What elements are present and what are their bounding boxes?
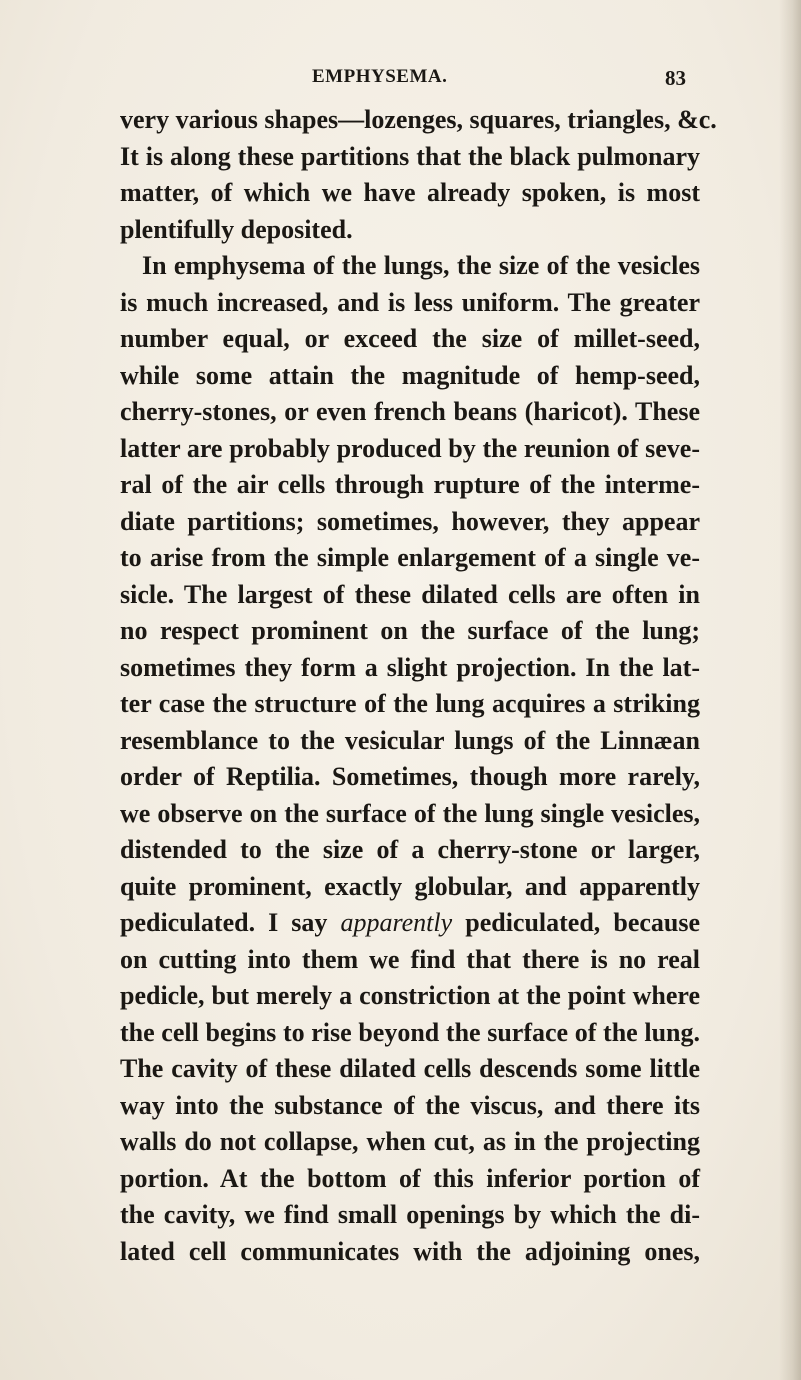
text-line: pedicle, but merely a constriction at the point where xyxy=(120,981,700,1010)
text-run: pediculated. I say xyxy=(120,908,328,937)
text-line: latter are probably produced by the reunion of seve- xyxy=(120,433,700,463)
text-line: quite prominent, exactly globular, and apparently xyxy=(120,871,700,901)
italic-emphasis: apparently xyxy=(340,908,453,937)
text-line: to arise from the simple enlargement of a single ve- xyxy=(120,543,700,572)
text-line: the cell begins to rise beyond the surface of the lung. xyxy=(120,1017,700,1047)
text-line: the cavity, we find small openings by which the di- xyxy=(120,1200,700,1229)
text-line: on cutting into them we find that there is no real xyxy=(120,944,700,974)
page-header xyxy=(0,66,801,94)
text-line: while some attain the magnitude of hemp-seed, xyxy=(120,360,700,390)
text-line: number equal, or exceed the size of millet-seed, xyxy=(120,324,700,353)
body-text xyxy=(120,102,717,1270)
text-line: way into the substance of the viscus, and there its xyxy=(120,1090,700,1120)
text-line: cherry-stones, or even french beans (haricot). These xyxy=(120,397,700,426)
text-line xyxy=(120,905,700,942)
text-line: lated cell communicates with the adjoining ones, xyxy=(120,1236,700,1266)
text-line: distended to the size of a cherry-stone or larger, xyxy=(120,835,700,864)
text-line: It is along these partitions that the black pulmonary xyxy=(120,141,700,171)
page-number: 83 xyxy=(665,66,686,90)
page-edge-shadow xyxy=(779,0,801,1380)
text-line: we observe on the surface of the lung single vesicles, xyxy=(120,798,700,828)
text-line: very various shapes—lozenges, squares, triangles, &c. xyxy=(120,105,717,134)
text-line: order of Reptilia. Sometimes, though more rarely, xyxy=(120,762,700,791)
text-line: ral of the air cells through rupture of the interme- xyxy=(120,470,700,499)
text-line: portion. At the bottom of this inferior portion of xyxy=(120,1163,700,1193)
text-line: walls do not collapse, when cut, as in the projecting xyxy=(120,1127,700,1156)
text-line: ter case the structure of the lung acquires a striking xyxy=(120,689,700,718)
text-line: plentifully deposited. xyxy=(120,214,353,244)
text-line: resemblance to the vesicular lungs of the Linnæan xyxy=(120,725,700,755)
text-line: no respect prominent on the surface of the lung; xyxy=(120,616,700,645)
running-head: EMPHYSEMA. xyxy=(312,66,448,87)
text-line: sicle. The largest of these dilated cells are often in xyxy=(120,579,700,609)
text-run: pediculated, because xyxy=(465,908,701,937)
text-line: matter, of which we have already spoken, is most xyxy=(120,178,700,207)
text-line: The cavity of these dilated cells descends some little xyxy=(120,1054,700,1083)
text-line: In emphysema of the lungs, the size of the vesicles xyxy=(142,251,700,280)
text-line: diate partitions; sometimes, however, they appear xyxy=(120,506,700,536)
text-line: sometimes they form a slight projection. In the lat- xyxy=(120,652,700,682)
text-line: is much increased, and is less uniform. The greater xyxy=(120,287,700,317)
